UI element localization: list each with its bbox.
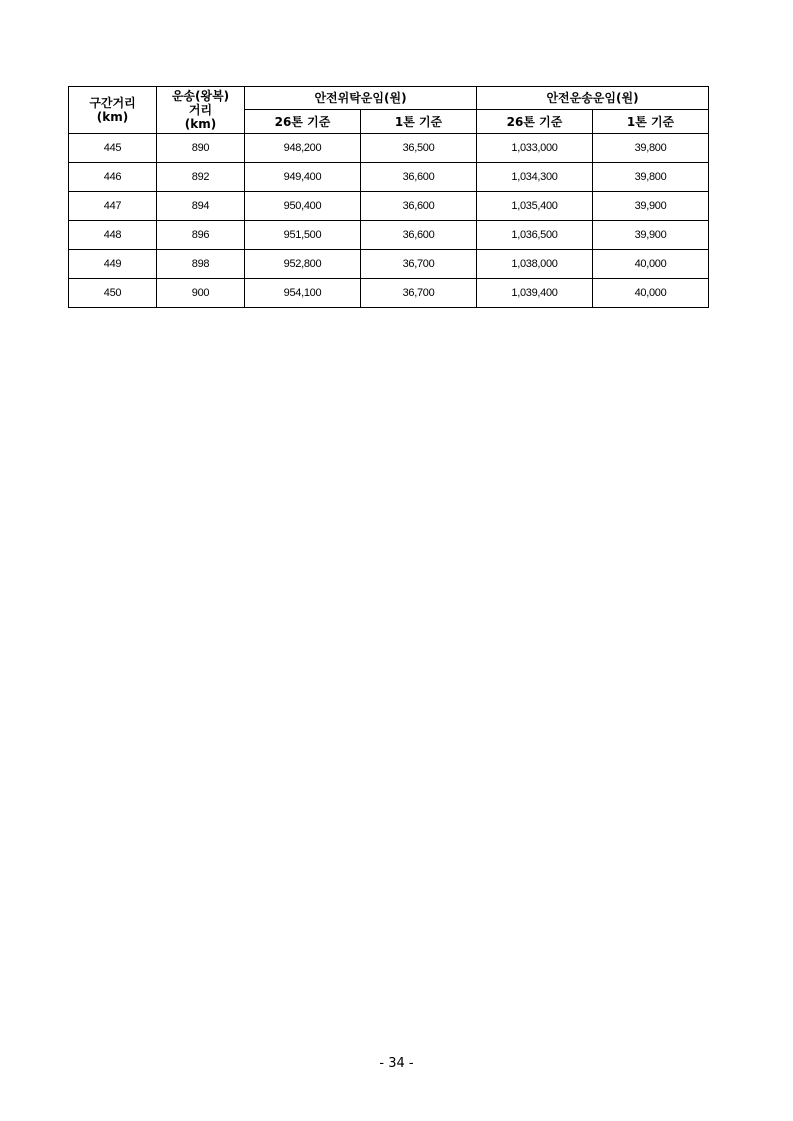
header-safe-transport-rate: 안전운송운임(원) <box>477 87 709 110</box>
cell-transport-1ton: 39,800 <box>593 163 709 192</box>
table-row <box>69 163 709 192</box>
cell-section-distance: 448 <box>69 221 157 250</box>
page-number: - 34 - <box>379 1056 414 1071</box>
cell-consignment-26ton: 948,200 <box>245 134 361 163</box>
cell-consignment-26ton: 952,800 <box>245 250 361 279</box>
cell-transport-distance: 890 <box>157 134 245 163</box>
cell-consignment-26ton: 954,100 <box>245 279 361 308</box>
table-body <box>69 134 709 308</box>
cell-transport-26ton: 1,038,000 <box>477 250 593 279</box>
cell-transport-distance: 900 <box>157 279 245 308</box>
cell-transport-26ton: 1,039,400 <box>477 279 593 308</box>
cell-consignment-1ton: 36,600 <box>361 221 477 250</box>
table-row <box>69 134 709 163</box>
cell-transport-26ton: 1,036,500 <box>477 221 593 250</box>
table-row <box>69 192 709 221</box>
cell-transport-distance: 894 <box>157 192 245 221</box>
cell-transport-1ton: 39,800 <box>593 134 709 163</box>
cell-transport-26ton: 1,035,400 <box>477 192 593 221</box>
cell-section-distance: 449 <box>69 250 157 279</box>
cell-section-distance: 446 <box>69 163 157 192</box>
cell-section-distance: 445 <box>69 134 157 163</box>
header-section-distance: 구간거리 (km) <box>69 87 157 134</box>
cell-consignment-26ton: 951,500 <box>245 221 361 250</box>
header-transport-distance: 운송(왕복) 거리 (km) <box>157 87 245 134</box>
subheader-transport-1ton: 1톤 기준 <box>593 110 709 134</box>
table-header-row <box>69 87 709 110</box>
table-row <box>69 250 709 279</box>
cell-transport-1ton: 39,900 <box>593 192 709 221</box>
cell-transport-1ton: 40,000 <box>593 279 709 308</box>
cell-transport-26ton: 1,034,300 <box>477 163 593 192</box>
cell-consignment-1ton: 36,600 <box>361 192 477 221</box>
subheader-consignment-1ton: 1톤 기준 <box>361 110 477 134</box>
cell-consignment-1ton: 36,600 <box>361 163 477 192</box>
cell-transport-distance: 892 <box>157 163 245 192</box>
cell-transport-1ton: 39,900 <box>593 221 709 250</box>
cell-transport-1ton: 40,000 <box>593 250 709 279</box>
cell-section-distance: 450 <box>69 279 157 308</box>
cell-transport-26ton: 1,033,000 <box>477 134 593 163</box>
subheader-transport-26ton: 26톤 기준 <box>477 110 593 134</box>
table-row <box>69 221 709 250</box>
table-row <box>69 279 709 308</box>
cell-consignment-1ton: 36,500 <box>361 134 477 163</box>
freight-rate-table <box>68 86 709 308</box>
cell-consignment-1ton: 36,700 <box>361 250 477 279</box>
cell-consignment-26ton: 950,400 <box>245 192 361 221</box>
cell-section-distance: 447 <box>69 192 157 221</box>
cell-transport-distance: 898 <box>157 250 245 279</box>
cell-consignment-1ton: 36,700 <box>361 279 477 308</box>
cell-consignment-26ton: 949,400 <box>245 163 361 192</box>
header-safe-consignment-rate: 안전위탁운임(원) <box>245 87 477 110</box>
subheader-consignment-26ton: 26톤 기준 <box>245 110 361 134</box>
cell-transport-distance: 896 <box>157 221 245 250</box>
